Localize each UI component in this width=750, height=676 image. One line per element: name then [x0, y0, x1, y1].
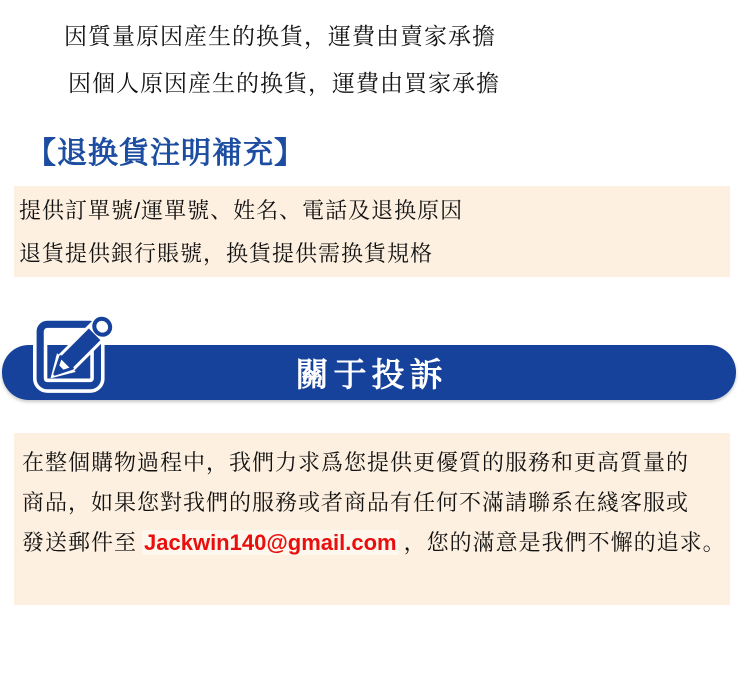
returns-note-panel [14, 186, 730, 277]
returns-note-line-2: 退貨提供銀行賬號，换貨提供需换貨規格 [19, 241, 434, 266]
complaint-email-prefix: 發送郵件至 [22, 530, 138, 555]
complaint-body-line-2: 商品，如果您對我們的服務或者商品有任何不滿請聯系在綫客服或 [22, 490, 690, 515]
complaint-body-line-3 [22, 523, 726, 563]
returns-note-heading: 【退换貨注明補充】 [26, 137, 305, 170]
complaint-body-line-1: 在整個購物過程中，我們力求爲您提供更優質的服務和更高質量的 [22, 450, 690, 475]
complaint-banner-title: 關于投訴 [295, 356, 448, 393]
complaint-email-suffix: ，您的滿意是我們不懈的追求。 [403, 530, 726, 555]
exchange-policy-personal-line: 因個人原因産生的换貨，運費由買家承擔 [68, 70, 500, 96]
complaint-body-panel [14, 433, 730, 605]
returns-note-line-1: 提供訂單號/運單號、姓名、電話及退换原因 [19, 198, 464, 223]
pencil-square-icon [32, 308, 124, 400]
email-link[interactable]: Jackwin140@gmail.com [144, 530, 397, 555]
exchange-policy-quality-line: 因質量原因産生的换貨，運費由賣家承擔 [64, 23, 496, 49]
